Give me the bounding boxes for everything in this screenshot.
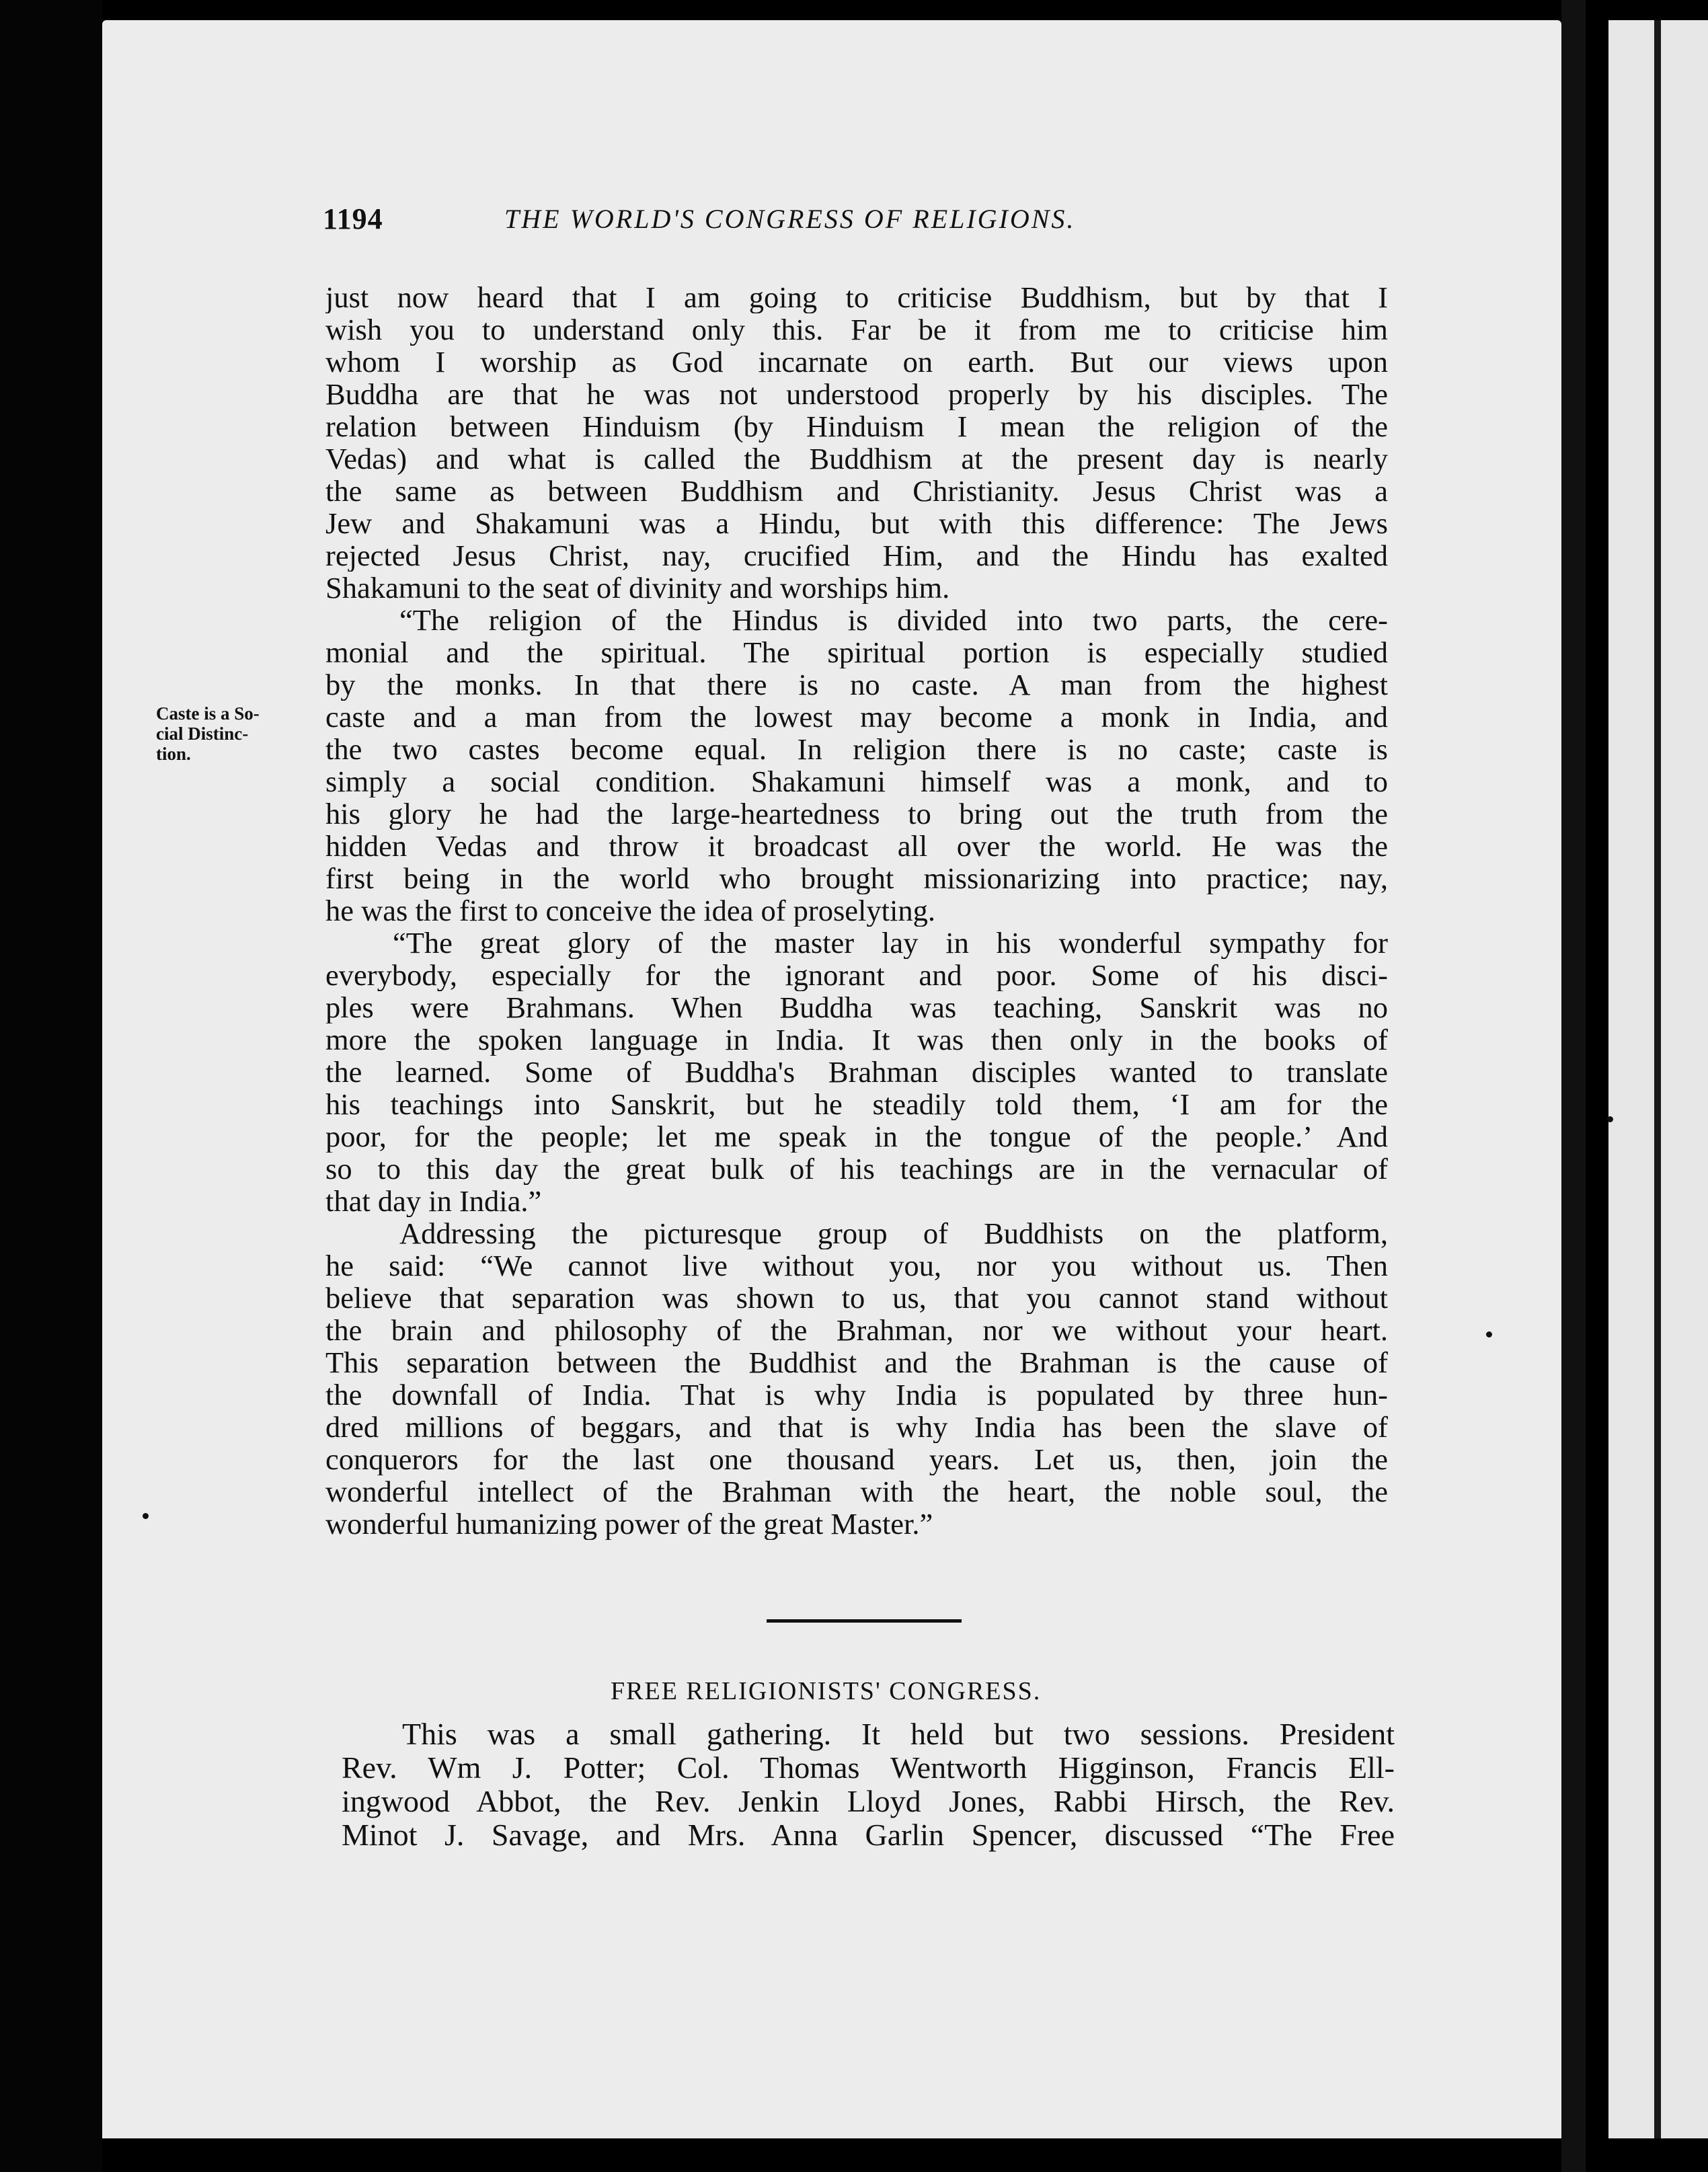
text-line: Rev. Wm J. Potter; Col. Thomas Wentworth Higginson, Francis Ell-	[342, 1751, 1395, 1785]
text-line: the downfall of India. That is why India is populated by three hun-	[325, 1379, 1388, 1411]
text-line: by the monks. In that there is no caste. A man from the highest	[325, 668, 1388, 701]
text-line: Shakamuni to the seat of divinity and worships him.	[325, 572, 950, 604]
text-line: so to this day the great bulk of his teachings are in the vernacular of	[325, 1153, 1388, 1185]
text-line: his teachings into Sanskrit, but he steadily told them, ‘I am for the	[325, 1088, 1388, 1120]
text-line: Buddha are that he was not understood properly by his disciples. The	[325, 378, 1388, 410]
text-line: the two castes become equal. In religion there is no caste; caste is	[325, 733, 1388, 765]
text-line: simply a social condition. Shakamuni himself was a monk, and to	[325, 765, 1388, 798]
text-line: just now heard that I am going to criticise Buddhism, but by that I	[325, 281, 1388, 313]
text-line: hidden Vedas and throw it broadcast all over the world. He was the	[325, 830, 1388, 862]
text-line: poor, for the people; let me speak in the tongue of the people.’ And	[325, 1120, 1388, 1153]
text-line: Jew and Shakamuni was a Hindu, but with this difference: The Jews	[325, 507, 1388, 539]
text-line: Minot J. Savage, and Mrs. Anna Garlin Spencer, discussed “The Free	[342, 1818, 1395, 1852]
sidenote-line: cial Distinc-	[156, 724, 249, 744]
text-line: the brain and philosophy of the Brahman, nor we without your heart.	[325, 1314, 1388, 1346]
section-body-text	[342, 1717, 1395, 1852]
text-line: Vedas) and what is called the Buddhism at the present day is nearly	[325, 442, 1388, 475]
text-line: dred millions of beggars, and that is why India has been the slave of	[325, 1411, 1388, 1443]
text-line: rejected Jesus Christ, nay, crucified Him, and the Hindu has exalted	[325, 539, 1388, 572]
print-speck	[143, 1513, 149, 1519]
text-line: This was a small gathering. It held but two sessions. President	[402, 1717, 1395, 1751]
page-number: 1194	[323, 202, 383, 235]
margin-sidenote	[156, 703, 317, 764]
text-line: relation between Hinduism (by Hinduism I mean the religion of the	[325, 410, 1388, 442]
text-line: he said: “We cannot live without you, nor you without us. Then	[325, 1249, 1388, 1282]
text-line: that day in India.”	[325, 1185, 542, 1217]
body-text	[325, 281, 1388, 1540]
section-divider-rule	[767, 1619, 962, 1623]
running-head	[323, 202, 1204, 242]
sidenote-line: Caste is a So-	[156, 703, 260, 724]
text-line: ples were Brahmans. When Buddha was teaching, Sanskrit was no	[325, 991, 1388, 1023]
text-line: wonderful humanizing power of the great Master.”	[325, 1508, 933, 1540]
text-line: “The religion of the Hindus is divided into two parts, the cere-	[399, 604, 1388, 636]
text-line: wish you to understand only this. Far be it from me to criticise him	[325, 313, 1388, 346]
text-line: This separation between the Buddhist and the Brahman is the cause of	[325, 1346, 1388, 1379]
text-line: ingwood Abbot, the Rev. Jenkin Lloyd Jones, Rabbi Hirsch, the Rev.	[342, 1785, 1395, 1818]
text-line: monial and the spiritual. The spiritual portion is especially studied	[325, 636, 1388, 668]
text-line: whom I worship as God incarnate on earth. But our views upon	[325, 346, 1388, 378]
text-line: more the spoken language in India. It was then only in the books of	[325, 1023, 1388, 1056]
text-line: Addressing the picturesque group of Buddhists on the platform,	[399, 1217, 1388, 1249]
scan-left-margin	[0, 0, 102, 2172]
running-head-title: THE WORLD'S CONGRESS OF RELIGIONS.	[504, 204, 1076, 234]
text-line: caste and a man from the lowest may become a monk in India, and	[325, 701, 1388, 733]
text-line: the same as between Buddhism and Christianity. Jesus Christ was a	[325, 475, 1388, 507]
text-line: the learned. Some of Buddha's Brahman disciples wanted to translate	[325, 1056, 1388, 1088]
text-line: conquerors for the last one thousand years. Let us, then, join the	[325, 1443, 1388, 1475]
text-line: his glory he had the large-heartedness to bring out the truth from the	[325, 798, 1388, 830]
print-speck	[1486, 1331, 1492, 1337]
text-line: wonderful intellect of the Brahman with the heart, the noble soul, the	[325, 1475, 1388, 1508]
text-line: “The great glory of the master lay in his wonderful sympathy for	[393, 927, 1388, 959]
text-line: believe that separation was shown to us, that you cannot stand without	[325, 1282, 1388, 1314]
text-line: he was the first to conceive the idea of proselyting.	[325, 894, 936, 927]
sidenote-line: tion.	[156, 744, 191, 764]
section-heading: FREE RELIGIONISTS' CONGRESS.	[611, 1677, 1042, 1705]
text-line: everybody, especially for the ignorant and poor. Some of his disci-	[325, 959, 1388, 991]
print-speck	[1607, 1116, 1613, 1122]
book-binding-gutter	[1561, 0, 1586, 2172]
text-line: first being in the world who brought missionarizing into practice; nay,	[325, 862, 1388, 894]
adjacent-page-rule	[1654, 20, 1661, 2138]
